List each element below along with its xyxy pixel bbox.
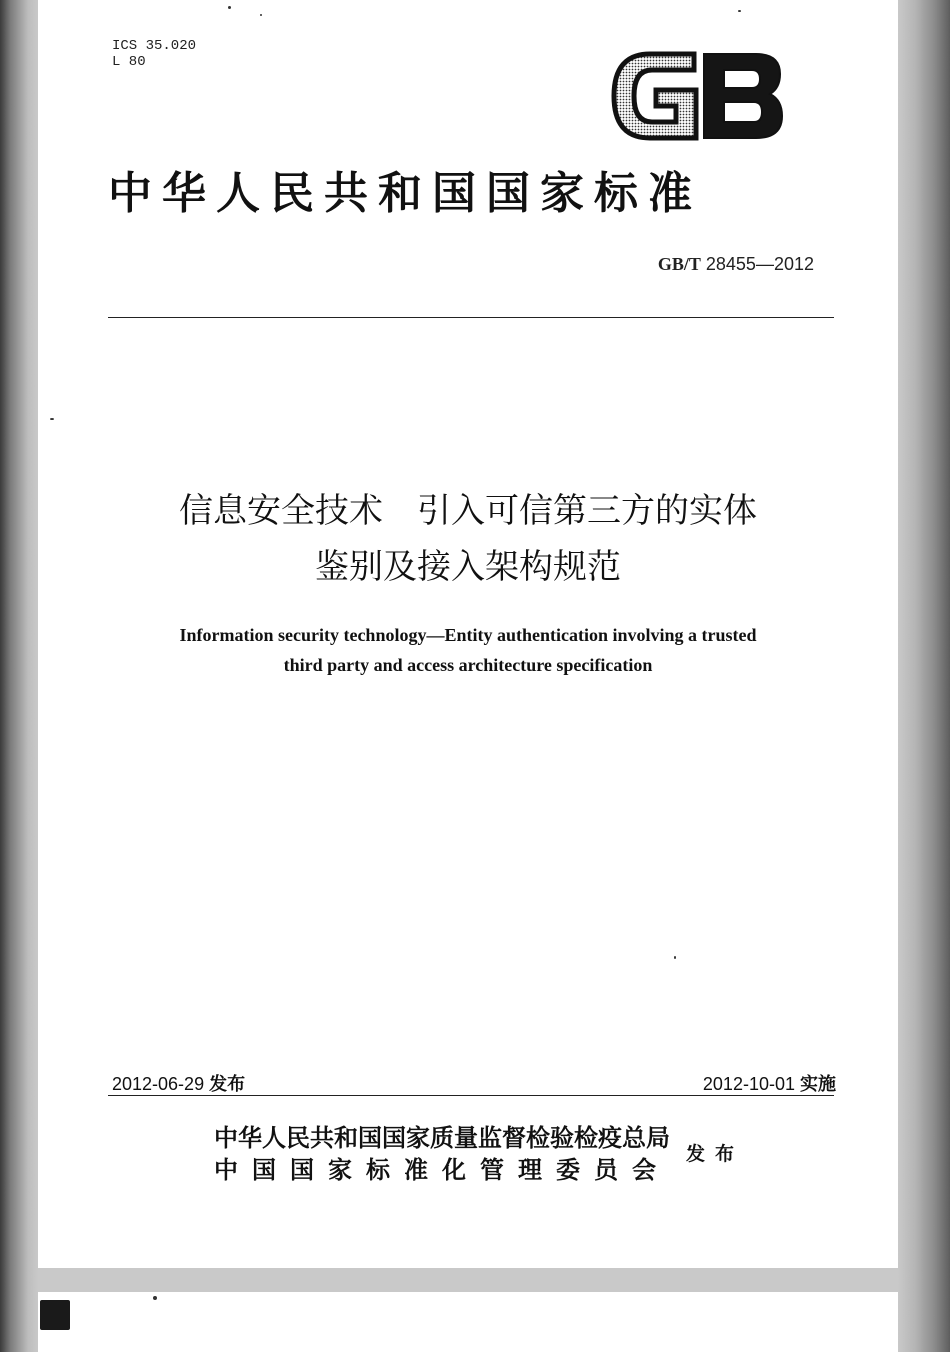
scan-speck <box>50 418 54 420</box>
cover-page <box>38 0 898 1268</box>
issue-label: 发布 <box>209 1074 246 1095</box>
publishers <box>214 1122 670 1186</box>
scan-speck <box>153 1296 157 1300</box>
ccs-code: L 80 <box>112 54 146 70</box>
ics-code: ICS 35.020 <box>112 38 197 54</box>
gb-logo <box>610 50 785 142</box>
publisher-aqsiq: 中华人民共和国国家质量监督检验检疫总局 <box>214 1123 670 1152</box>
scan-speck <box>260 14 262 16</box>
title-zh-line-1: 信息安全技术 引入可信第三方的实体 <box>179 491 757 531</box>
national-standard-heading: 中华人民共和国国家标准 <box>108 168 702 219</box>
implementation-label: 实施 <box>800 1074 836 1095</box>
scan-speck <box>738 10 741 12</box>
next-page-edge <box>38 1292 898 1352</box>
publisher-sac: 中国国家标准化管理委员会 <box>214 1155 670 1184</box>
title-en-line-2: third party and access architecture specification <box>283 655 653 675</box>
implementation-date <box>703 1070 836 1096</box>
issue-date <box>112 1070 245 1096</box>
classification-codes <box>112 38 196 70</box>
title-zh-line-2: 鉴别及接入架构规范 <box>315 547 621 587</box>
standard-number <box>658 254 814 275</box>
bottom-divider <box>108 1095 834 1096</box>
top-divider <box>108 317 834 318</box>
scan-speck <box>674 956 676 959</box>
implementation-date-value: 2012-10-01 <box>702 1074 795 1094</box>
standard-number-value: 28455—2012 <box>705 254 814 274</box>
publish-label: 发布 <box>686 1143 745 1165</box>
issue-date-value: 2012-06-29 <box>112 1074 205 1094</box>
scan-mark <box>40 1300 70 1330</box>
scan-speck <box>228 6 231 9</box>
standard-number-prefix: GB/T <box>657 254 701 274</box>
title-en-line-1: Information security technology—Entity authentication involving a trusted <box>179 625 757 645</box>
